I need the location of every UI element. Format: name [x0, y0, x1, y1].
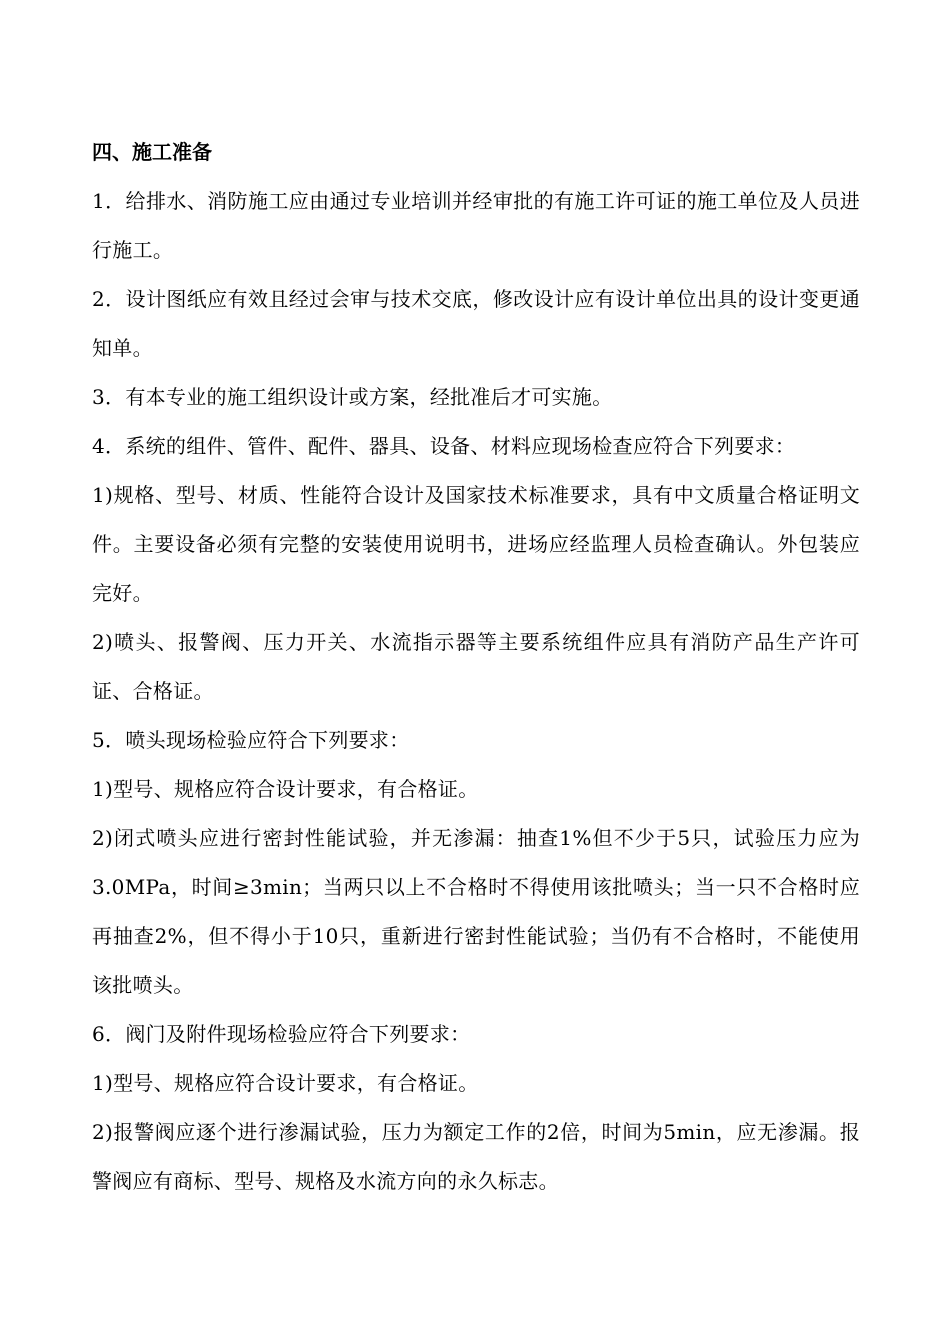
paragraph-4-item-2: 2)喷头、报警阀、压力开关、水流指示器等主要系统组件应具有消防产品生产许可证、合格证。 — [92, 630, 860, 703]
paragraph-4: 4．系统的组件、管件、配件、器具、设备、材料应现场检查应符合下列要求： — [92, 434, 796, 458]
paragraph-2: 2．设计图纸应有效且经过会审与技术交底，修改设计应有设计单位出具的设计变更通知单。 — [92, 287, 860, 360]
paragraph-6-item-2: 2)报警阀应逐个进行渗漏试验，压力为额定工作的2倍，时间为5min，应无渗漏。报警阀应有商标、型号、规格及水流方向的永久标志。 — [92, 1120, 860, 1193]
section-heading: 四、施工准备 — [92, 140, 212, 164]
document-page — [92, 128, 860, 1206]
paragraph-4-item-1: 1)规格、型号、材质、性能符合设计及国家技术标准要求，具有中文质量合格证明文件。主要设备必须有完整的安装使用说明书，进场应经监理人员检查确认。外包装应完好。 — [92, 483, 860, 605]
paragraph-6: 6．阀门及附件现场检验应符合下列要求： — [92, 1022, 471, 1046]
paragraph-3: 3．有本专业的施工组织设计或方案，经批准后才可实施。 — [92, 385, 613, 409]
paragraph-1: 1．给排水、消防施工应由通过专业培训并经审批的有施工许可证的施工单位及人员进行施工。 — [92, 189, 860, 262]
paragraph-5: 5．喷头现场检验应符合下列要求： — [92, 728, 410, 752]
paragraph-5-item-1: 1)型号、规格应符合设计要求，有合格证。 — [92, 777, 479, 801]
paragraph-6-item-1: 1)型号、规格应符合设计要求，有合格证。 — [92, 1071, 479, 1095]
paragraph-5-item-2: 2)闭式喷头应进行密封性能试验，并无渗漏：抽查1%但不少于5只，试验压力应为3.0MPa，时间≥3min；当两只以上不合格时不得使用该批喷头；当一只不合格时应再抽查2%，但不得小于10只，重新进行密封性能试验；当仍有不合格时，不能使用该批喷头。 — [92, 826, 860, 997]
